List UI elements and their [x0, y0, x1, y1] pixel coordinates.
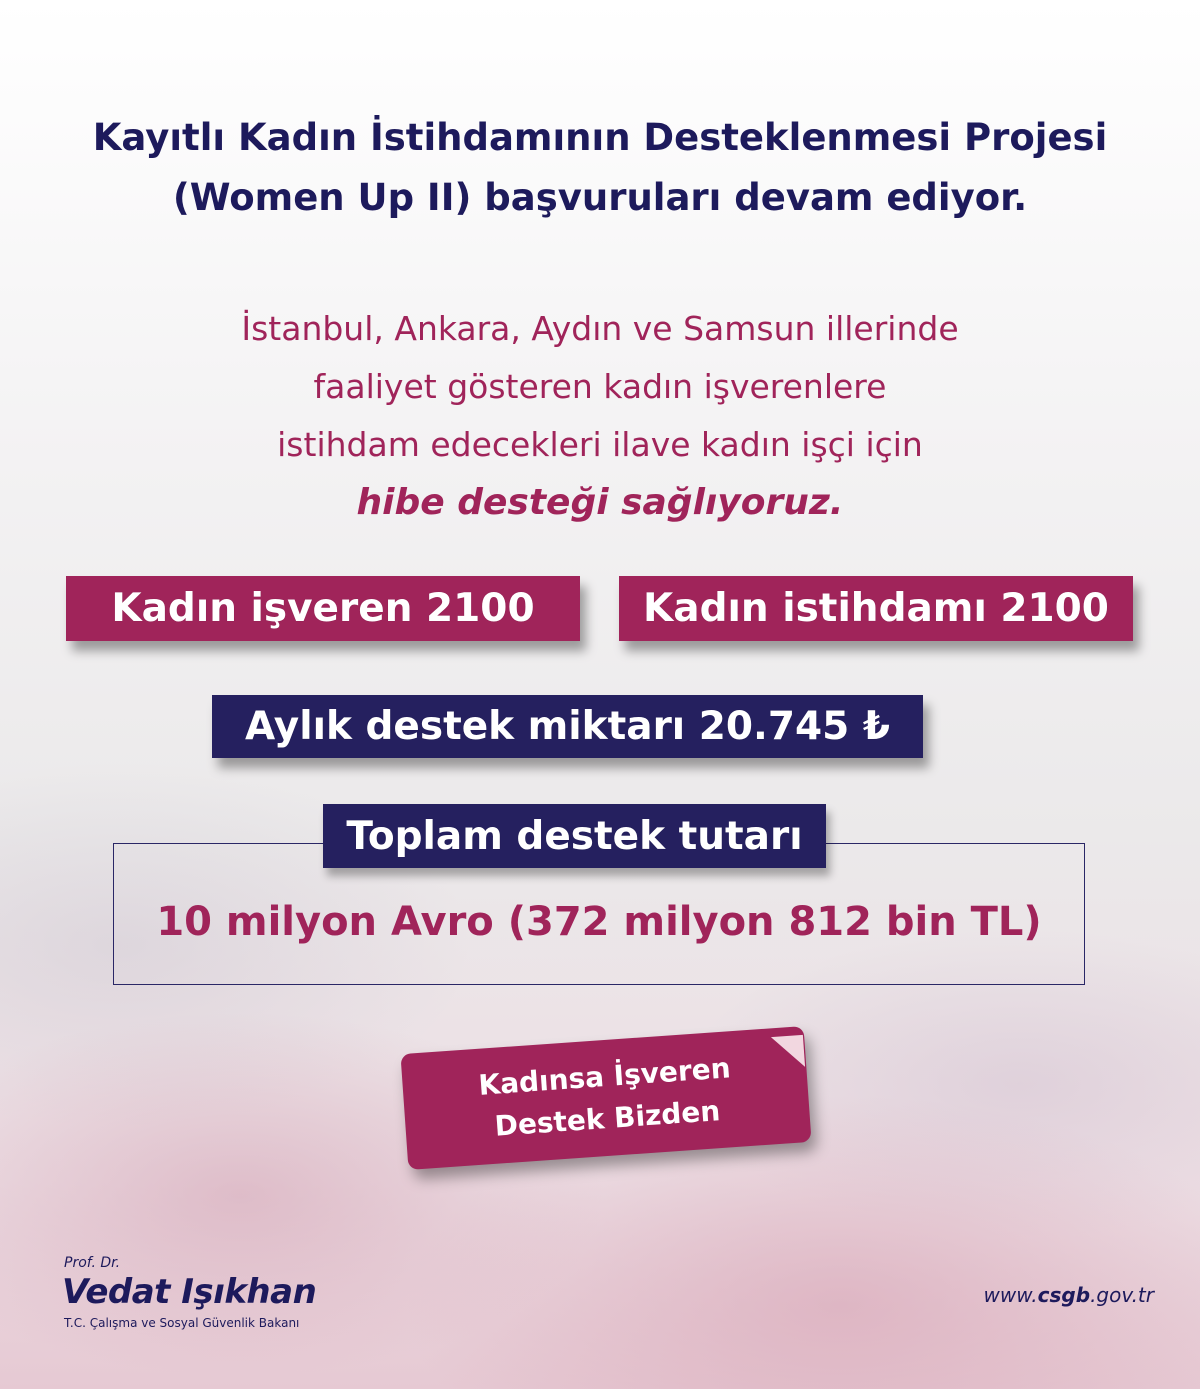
intro-line-2: faaliyet gösteren kadın işverenlere [313, 367, 887, 406]
monthly-support-banner: Aylık destek miktarı 20.745 ₺ [212, 695, 923, 758]
signature-role: T.C. Çalışma ve Sosyal Güvenlik Bakanı [64, 1316, 300, 1330]
signature-prefix: Prof. Dr. [64, 1255, 121, 1271]
employment-count-banner: Kadın istihdamı 2100 [619, 576, 1133, 641]
slogan-sticker [400, 1026, 811, 1170]
website-link[interactable] [984, 1283, 1154, 1307]
slogan-line-2: Destek Bizden [493, 1094, 722, 1143]
employer-count-banner: Kadın işveren 2100 [66, 576, 580, 641]
sticker-curl-icon [771, 1035, 805, 1069]
total-support-amount: 10 milyon Avro (372 milyon 812 bin TL) [156, 899, 1042, 945]
intro-line-1: İstanbul, Ankara, Aydın ve Samsun illerinde [241, 309, 959, 348]
total-support-label: Toplam destek tutarı [323, 804, 826, 868]
intro-text [0, 300, 1200, 532]
website-domain: csgb [1037, 1283, 1091, 1307]
title-line-1: Kayıtlı Kadın İstihdamının Desteklenmesi Projesi [92, 116, 1108, 159]
signature-name: Vedat Işıkhan [62, 1272, 317, 1312]
intro-emphasis: hibe desteği sağlıyoruz. [356, 482, 844, 523]
page-title [0, 108, 1200, 228]
slogan-line-1: Kadınsa İşveren [477, 1051, 732, 1102]
intro-line-3: istihdam edecekleri ilave kadın işçi için [277, 425, 923, 464]
title-line-2: (Women Up II) başvuruları devam ediyor. [172, 176, 1028, 219]
website-prefix: www. [983, 1283, 1038, 1307]
website-suffix: .gov.tr [1090, 1283, 1154, 1307]
